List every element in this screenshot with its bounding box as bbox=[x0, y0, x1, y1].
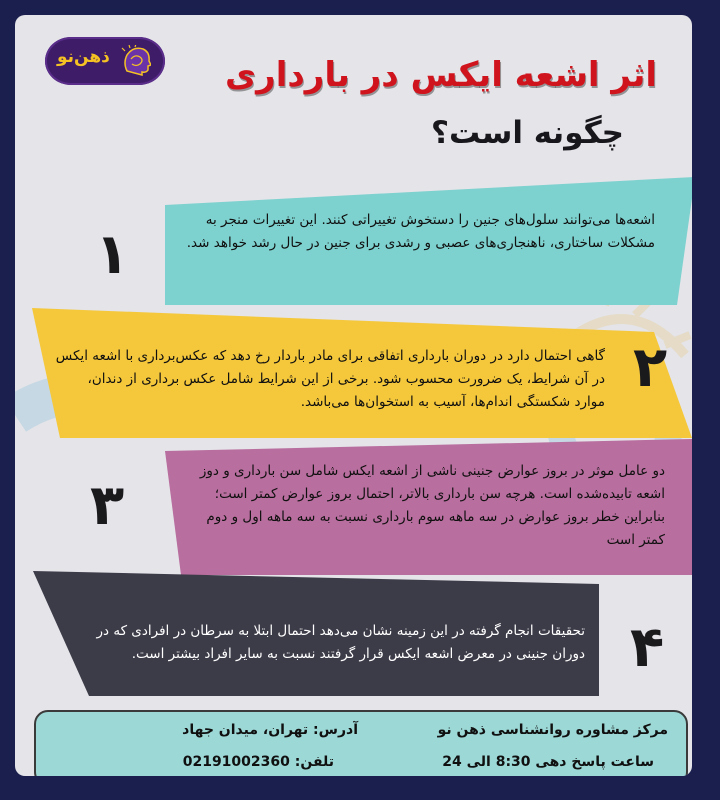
working-hours: ساعت پاسخ دهی 8:30 الی 24 bbox=[442, 754, 654, 770]
step-1-number: ۱ bbox=[95, 222, 130, 287]
phone-number[interactable]: تلفن: 02191002360 bbox=[182, 754, 334, 770]
title-line-1: اثر اشعه ایکس در بارداری bbox=[224, 55, 657, 95]
step-4-number: ۴ bbox=[630, 615, 665, 680]
step-2-text: گاهی احتمال دارد در دوران بارداری اتفاقی برای مادر باردار رخ دهد که عکس‌برداری با اشعه ایکس در آن شرایط، یک ضرورت محسوب شود. برخی از این شرایط شامل عکس برداری از دندان، موارد شکستگی اندام‌ها، آسیب به استخوان‌ها می‌باشد. bbox=[55, 348, 605, 410]
logo bbox=[45, 37, 165, 85]
step-4-text: تحقیقات انجام گرفته در این زمینه نشان می‌دهد احتمال ابتلا به سرطان در افرادی که در دوران جنینی در معرض اشعه ایکس قرار گرفتند نسبت به سایر افراد بیشتر است. bbox=[96, 623, 585, 662]
step-2-number: ۲ bbox=[633, 335, 668, 400]
infographic-card bbox=[15, 15, 692, 776]
address: آدرس: تهران، میدان جهاد bbox=[182, 722, 358, 738]
center-name: مرکز مشاوره روانشناسی ذهن نو bbox=[437, 722, 668, 738]
brain-head-icon bbox=[121, 45, 151, 77]
step-1-text: اشعه‌ها می‌توانند سلول‌های جنین را دستخوش تغییراتی کنند. این تغییرات منجر به مشکلات ساختاری، ناهنجاری‌های عصبی و رشدی برای جنین در حال رشد خواهد شد. bbox=[186, 212, 655, 251]
title-line-2: چگونه است؟ bbox=[431, 115, 624, 151]
step-3-number: ۳ bbox=[90, 473, 125, 538]
contact-footer bbox=[34, 710, 688, 776]
logo-text: ذهن‌نو bbox=[57, 47, 110, 67]
step-3-text: دو عامل موثر در بروز عوارض جنینی ناشی از اشعه ایکس شامل سن بارداری و دوز اشعه تابیده‌شده است. هرچه سن بارداری بالاتر، احتمال بروز عوارض کمتر است؛ بنابراین خطر بروز عوارض در سه ماهه سوم بارداری نسبت به سه ماهه اول و دوم کمتر است bbox=[199, 463, 665, 548]
